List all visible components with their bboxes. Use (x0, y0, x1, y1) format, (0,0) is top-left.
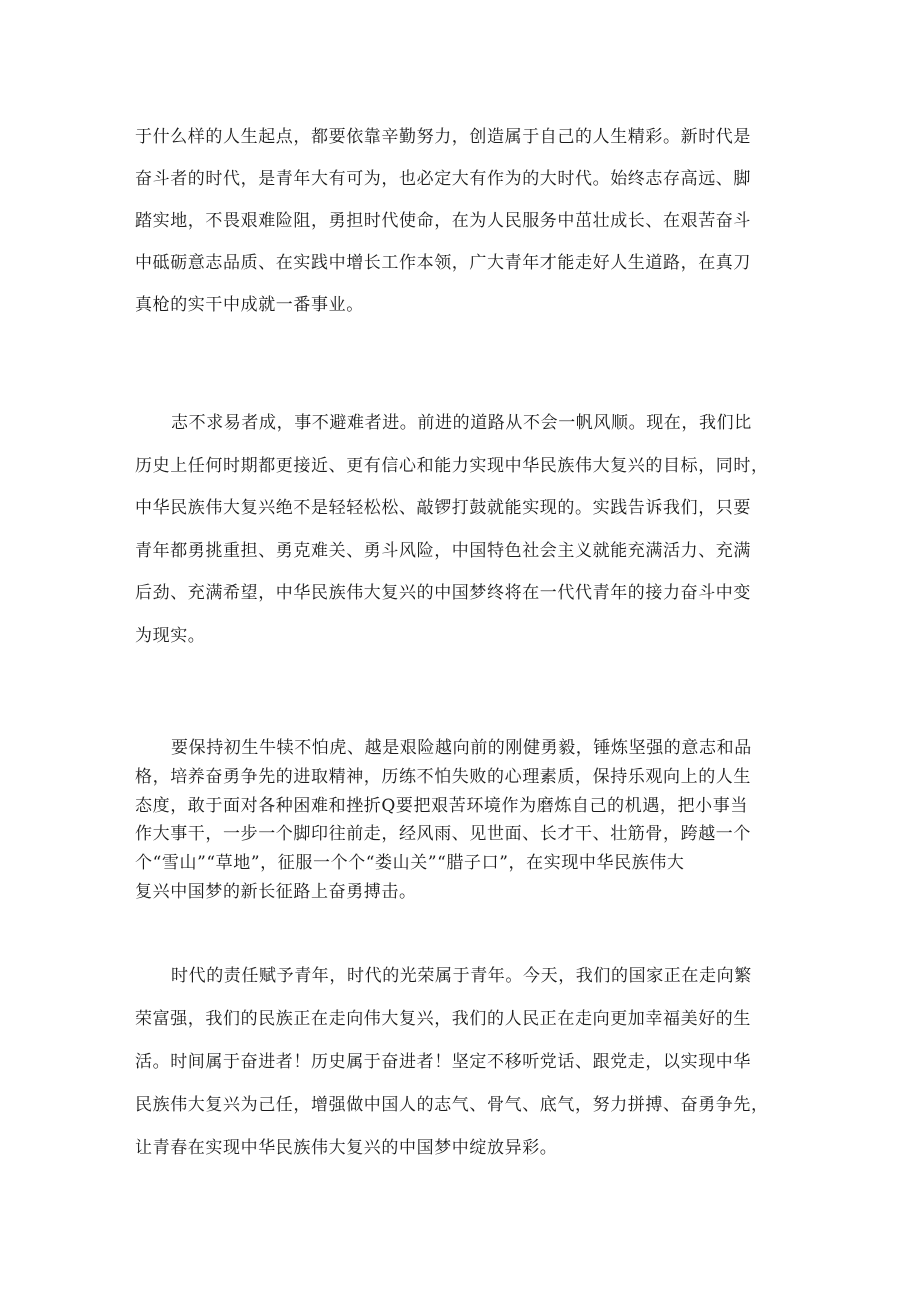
text-line: 为现实。 (135, 625, 206, 646)
paragraph-3 (135, 734, 797, 907)
text-line: 于什么样的人生起点，都要依靠辛勤努力，创造属于自己的人生精彩。新时代是 (135, 127, 751, 147)
paragraph-2 (135, 402, 797, 657)
text-line: 格，培养奋勇争先的进取精神，历练不怕失败的心理素质，保持乐观向上的人生 (135, 766, 751, 787)
paragraph-1 (135, 116, 797, 326)
text-line: 复兴中国梦的新长征路上奋勇搏击。 (135, 881, 417, 902)
text-line: 时代的责任赋予青年，时代的光荣属于青年。今天，我们的国家正在走向繁 (171, 966, 752, 986)
paragraph-4 (135, 955, 797, 1170)
text-line: 后劲、充满希望，中华民族伟大复兴的中国梦终将在一代代青年的接力奋斗中变 (135, 583, 751, 603)
text-line: 中华民族伟大复兴绝不是轻轻松松、敲锣打鼓就能实现的。实践告诉我们，只要 (135, 498, 751, 518)
text-line: 让青春在实现中华民族伟大复兴的中国梦中绽放异彩。 (135, 1138, 558, 1158)
text-line: 要保持初生牛犊不怕虎、越是艰险越向前的刚健勇毅，锤炼坚强的意志和品 (171, 738, 752, 758)
text-line: 作大事干，一步一个脚印往前走，经风雨、见世面、长才干、壮筋骨，跨越一个 (135, 824, 751, 845)
text-line: 民族伟大复兴为己任，增强做中国人的志气、骨气、底气，努力拼搏、奋勇争先， (135, 1095, 769, 1115)
text-line: 真枪的实干中成就一番事业。 (135, 295, 364, 315)
text-line: 奋斗者的时代，是青年大有可为，也必定大有作为的大时代。始终志存高远、脚 (135, 169, 751, 189)
text-line: 历史上任何时期都更接近、更有信心和能力实现中华民族伟大复兴的目标，同时， (135, 455, 769, 476)
text-line: 个“雪山”“草地”，征服一个个“娄山关”“腊子口”，在实现中华民族伟大 (135, 853, 685, 874)
text-line: 活。时间属于奋进者！历史属于奋进者！坚定不移听党话、跟党走，以实现中华 (135, 1052, 751, 1072)
text-line: 踏实地，不畏艰难险阻，勇担时代使命，在为人民服务中茁壮成长、在艰苦奋斗 (135, 211, 751, 231)
text-line: 态度，敢于面对各种困难和挫折Q要把艰苦环境作为磨炼自己的机遇，把小事当 (135, 795, 748, 816)
text-line: 志不求易者成，事不避难者进。前进的道路从不会一帆风顺。现在，我们比 (171, 413, 752, 433)
text-line: 中砥砺意志品质、在实践中增长工作本领，广大青年才能走好人生道路，在真刀 (135, 253, 751, 273)
text-line: 荣富强，我们的民族正在走向伟大复兴，我们的人民正在走向更加幸福美好的生 (135, 1009, 751, 1029)
text-line: 青年都勇挑重担、勇克难关、勇斗风险，中国特色社会主义就能充满活力、充满 (135, 540, 751, 561)
